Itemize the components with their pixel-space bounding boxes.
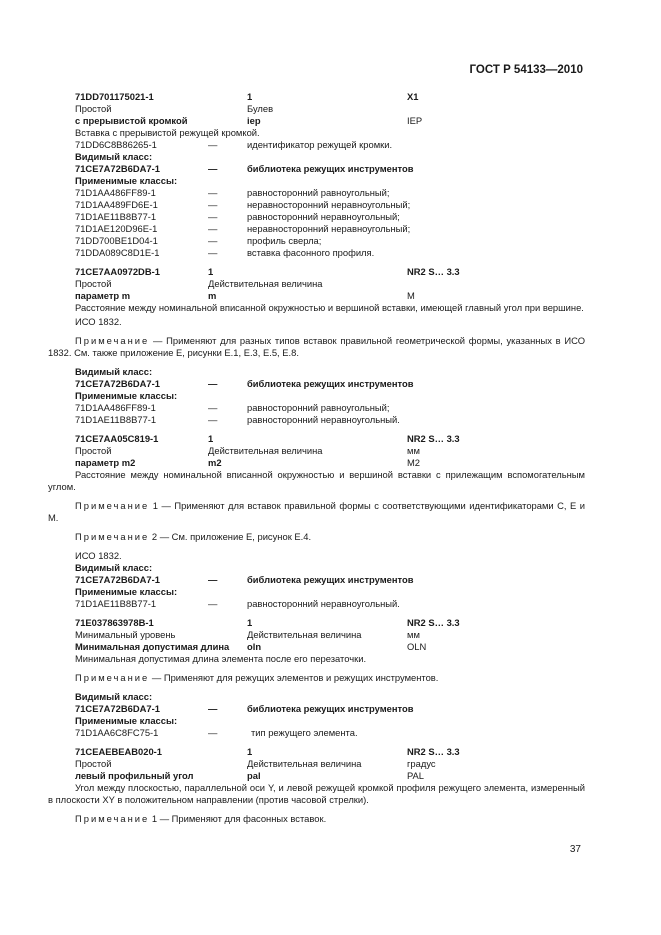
class-id: 71D1AA486FF89-1 — [75, 402, 156, 413]
page-content — [48, 91, 585, 825]
note-1: Примечание 1 — Применяют для вставок правильной формы с соответствующими идентификаторами C, E и M. — [48, 500, 585, 523]
class-text: вставка фасонного профиля. — [247, 247, 375, 258]
symbol: m — [208, 290, 217, 301]
class-id: 71D1AE11B8B77-1 — [75, 211, 157, 222]
dash: — — [208, 727, 218, 738]
visible-class-id: 71CE7A72B6DA7-1 — [75, 378, 160, 389]
entity-id: 71CE7AA05C819-1 — [75, 433, 159, 444]
data-type: Действительная величина — [208, 278, 323, 289]
class-id: 71D1AE11B8B77-1 — [75, 598, 157, 609]
dash: — — [208, 163, 218, 174]
data-type: Булев — [247, 103, 274, 114]
preferred-name: Минимальная допустимая длина — [75, 641, 230, 652]
version: 1 — [208, 266, 214, 277]
preferred-name: левый профильный угол — [75, 770, 194, 781]
entity-id: 71CEAEBEAB020-1 — [75, 746, 163, 757]
class-id: 71D1AE120D96E-1 — [75, 223, 158, 234]
applicable-classes-label: Применимые классы: — [75, 715, 178, 726]
preferred-name: с прерывистой кромкой — [75, 115, 188, 126]
visible-class-label: Видимый класс: — [75, 366, 153, 377]
definition: Расстояние между номинальной вписанной окружностью и вершиной вставки, имеющей главный угол при вершине. — [75, 302, 584, 313]
class-text: тип режущего элемента. — [251, 727, 358, 738]
dash: — — [208, 187, 218, 198]
short-name: IEP — [407, 115, 423, 126]
format-code: NR2 S… 3.3 — [407, 746, 460, 757]
short-name: PAL — [407, 770, 425, 781]
format-code: NR2 S… 3.3 — [407, 433, 460, 444]
visible-class-id: 71CE7A72B6DA7-1 — [75, 574, 160, 585]
visible-class-label: Видимый класс: — [75, 151, 153, 162]
dash: — — [208, 414, 218, 425]
class-text: равносторонний равноугольный; — [247, 187, 390, 198]
data-type: Действительная величина — [208, 445, 323, 456]
visible-class-text: библиотека режущих инструментов — [247, 703, 414, 714]
note: Примечание 1 — Применяют для фасонных вставок. — [75, 813, 327, 824]
applicable-classes-label: Применимые классы: — [75, 175, 178, 186]
preferred-name: параметр m — [75, 290, 131, 301]
class-id: 71DDA089C8D1E-1 — [75, 247, 160, 258]
symbol: m2 — [208, 457, 222, 468]
class-text: неравносторонний неравноугольный; — [247, 223, 411, 234]
short-name: M — [407, 290, 415, 301]
level: Простой — [75, 103, 112, 114]
definition: Расстояние между номинальной вписанной окружностью и вершиной вставки с прилежащим вспомогательным углом. — [48, 469, 585, 492]
visible-class-id: 71CE7A72B6DA7-1 — [75, 163, 160, 174]
definition: Вставка с прерывистой режущей кромкой. — [75, 127, 260, 138]
level: Простой — [75, 758, 112, 769]
class-text: равносторонний неравноугольный. — [247, 414, 400, 425]
visible-class-id: 71CE7A72B6DA7-1 — [75, 703, 160, 714]
visible-class-text: библиотека режущих инструментов — [247, 163, 414, 174]
note-2: Примечание 2 — См. приложение Е, рисунок Е.4. — [75, 531, 312, 542]
entity-id: 71DD701175021-1 — [75, 91, 154, 102]
dash: — — [208, 402, 218, 413]
class-id: 71DD700BE1D04-1 — [75, 235, 158, 246]
ref-id: 71DD6C8B86265-1 — [75, 139, 157, 150]
dash: — — [208, 199, 218, 210]
page-number: 37 — [569, 844, 581, 855]
class-id: 71D1AA6C8FC75-1 — [75, 727, 159, 738]
class-text: равносторонний неравноугольный. — [247, 598, 400, 609]
dash: — — [208, 211, 218, 222]
dash: — — [208, 223, 218, 234]
dash: — — [208, 139, 218, 150]
dash: — — [208, 378, 218, 389]
definition: Угол между плоскостью, параллельной оси Y, и левой режущей кромкой профиля режущего элемента, измеренный в плоскости XY в положительном направлении (против часовой стрелки). — [48, 782, 585, 805]
version: 1 — [247, 617, 253, 628]
class-text: равносторонний неравноугольный; — [247, 211, 400, 222]
level: Минимальный уровень — [75, 629, 176, 640]
data-type: Действительная величина — [247, 629, 362, 640]
class-text: неравносторонний неравноугольный; — [247, 199, 411, 210]
entity-id: 71E037863978B-1 — [75, 617, 154, 628]
format-code: X1 — [407, 91, 419, 102]
visible-class-label: Видимый класс: — [75, 562, 153, 573]
data-type: Действительная величина — [247, 758, 362, 769]
dash: — — [208, 247, 218, 258]
symbol: oln — [247, 641, 262, 652]
applicable-classes-label: Применимые классы: — [75, 390, 178, 401]
level: Простой — [75, 445, 112, 456]
entity-id: 71CE7AA0972DB-1 — [75, 266, 160, 277]
class-id: 71D1AA489FD6E-1 — [75, 199, 158, 210]
version: 1 — [247, 91, 253, 102]
class-id: 71D1AA486FF89-1 — [75, 187, 156, 198]
short-name: OLN — [407, 641, 427, 652]
short-name: M2 — [407, 457, 421, 468]
unit: мм — [407, 629, 420, 640]
dash: — — [208, 235, 218, 246]
symbol: iep — [247, 115, 261, 126]
applicable-classes-label: Применимые классы: — [75, 586, 178, 597]
class-id: 71D1AE11B8B77-1 — [75, 414, 157, 425]
level: Простой — [75, 278, 112, 289]
unit: мм — [407, 445, 420, 456]
class-text: равносторонний равноугольный; — [247, 402, 390, 413]
iso-reference: ИСО 1832. — [75, 316, 122, 327]
note: Примечание — Применяют для режущих элементов и режущих инструментов. — [75, 672, 439, 683]
ref-text: идентификатор режущей кромки. — [247, 139, 393, 150]
note: Примечание — Применяют для разных типов вставок правильной геометрической формы, указанных в ИСО 1832. См. также приложение Е, рисунки Е.1, Е.3, Е.5, Е.8. — [48, 335, 585, 358]
format-code: NR2 S… 3.3 — [407, 617, 460, 628]
symbol: pal — [247, 770, 261, 781]
dash: — — [208, 598, 218, 609]
definition: Минимальная допустимая длина элемента после его перезаточки. — [75, 653, 367, 664]
iso-reference: ИСО 1832. — [75, 550, 122, 561]
class-text: профиль сверла; — [247, 235, 322, 246]
format-code: NR2 S… 3.3 — [407, 266, 460, 277]
preferred-name: параметр m2 — [75, 457, 136, 468]
version: 1 — [208, 433, 214, 444]
standard-number: ГОСТ Р 54133—2010 — [469, 64, 583, 76]
visible-class-text: библиотека режущих инструментов — [247, 378, 414, 389]
visible-class-label: Видимый класс: — [75, 691, 153, 702]
dash: — — [208, 703, 218, 714]
version: 1 — [247, 746, 253, 757]
dash: — — [208, 574, 218, 585]
visible-class-text: библиотека режущих инструментов — [247, 574, 414, 585]
unit: градус — [407, 758, 436, 769]
